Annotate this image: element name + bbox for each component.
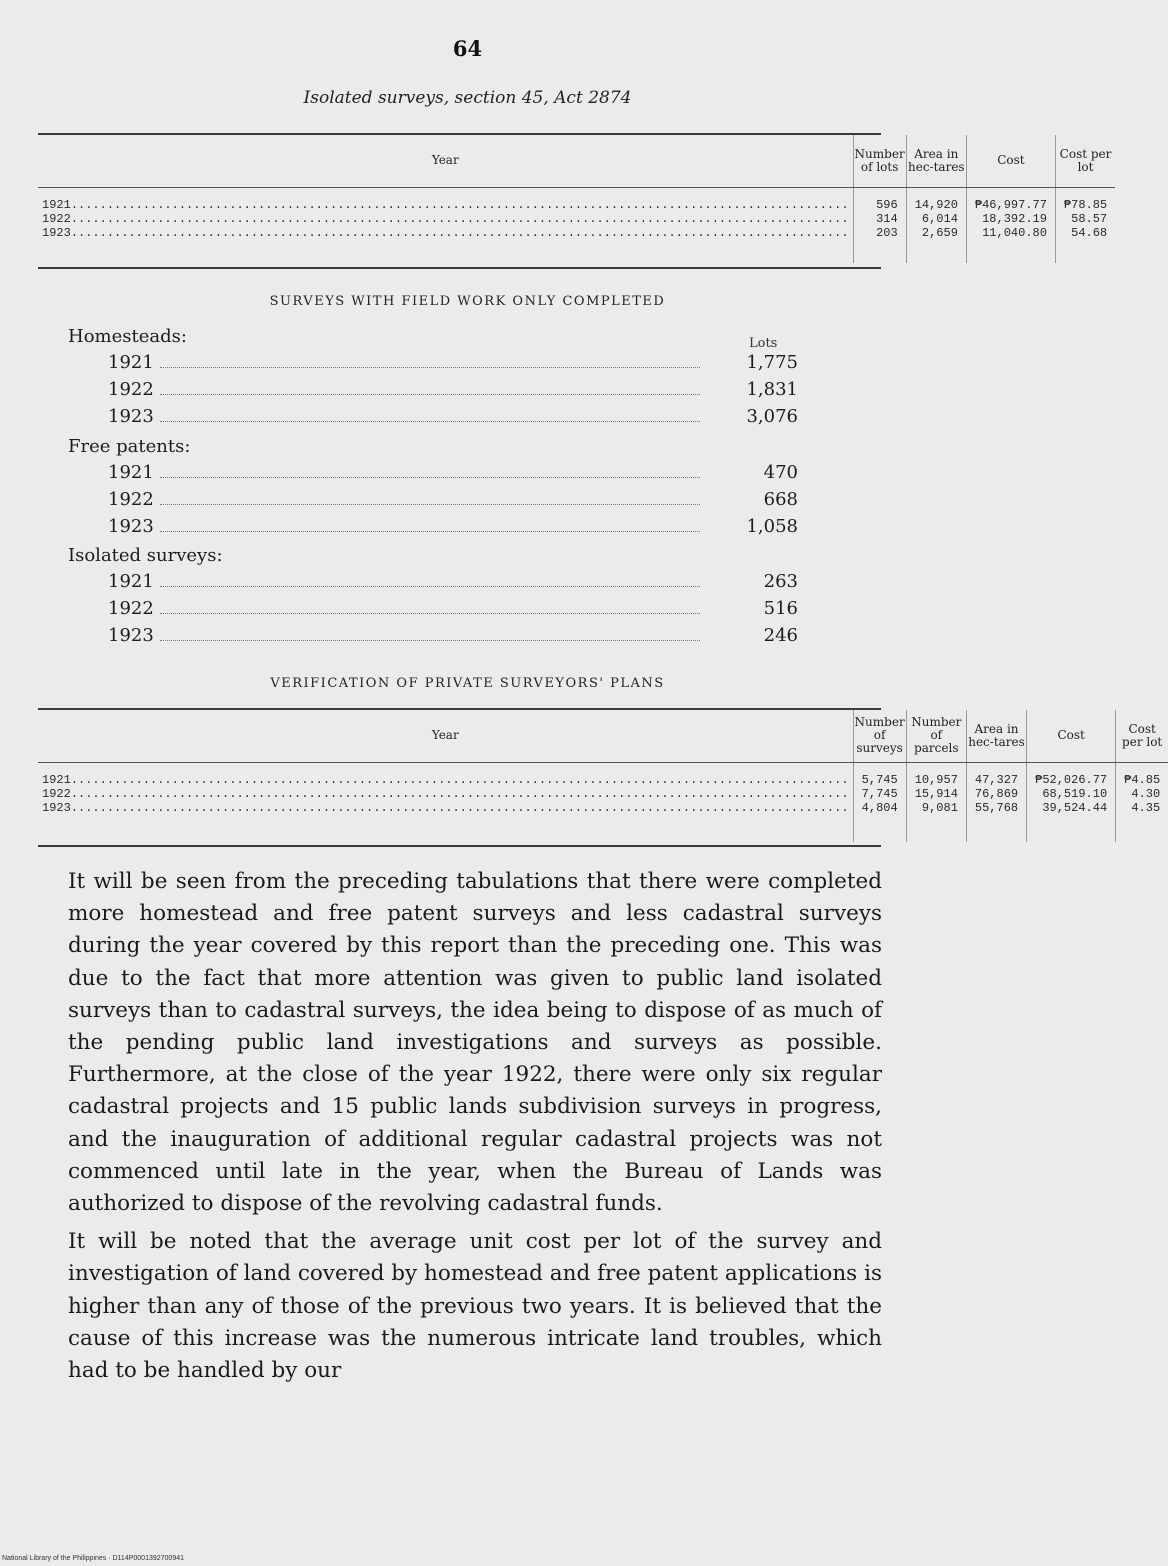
group-label-isolated-surveys: Isolated surveys: [68,545,223,566]
dot-leader [71,226,849,240]
cell-surveys: 7,745 [861,786,898,801]
verification-table-bottom-rule [38,845,881,847]
cell-area: 14,920 [914,197,958,212]
paragraph-1: It will be seen from the preceding tabulations that there were completed more homestead and free patent surveys and less cadastral surveys during the year covered by this report than the preceding one. This was due to the fact that more attention was given to public land isolated surveys than to cadastral surveys, the idea being to dispose of as much of the pending public land investigations and surveys as possible. Furthermore, at the close of the year 1922, there were only six regular cadastral projects and 15 public lands subdivision surveys in progress, and the inauguration of additional regular cadastral projects was not commenced until late in the year, when the Bureau of Lands was authorized to dispose of the revolving cadastral funds. [68,869,882,1217]
list-item: 1922 516 [108,598,798,619]
cell-area: 76,869 [974,786,1019,801]
cell-cost: 18,392.19 [982,211,1047,226]
dot-leader [160,601,700,614]
group-label-free-patents: Free patents: [68,436,191,457]
list-item: 1923 1,058 [108,516,798,537]
header-cost-per-lot: Cost per lot [1055,135,1115,187]
header-year: Year [38,710,853,762]
cell-parcels: 15,914 [914,786,958,801]
list-item: 1921 263 [108,571,798,592]
header-cost: Cost [1027,710,1116,762]
header-area: Area in hec-tares [906,135,966,187]
row-year: 1922 [42,211,71,226]
cell-cost-per-lot: ₱4.85 [1124,772,1161,787]
header-year: Year [38,135,853,187]
body-text [68,866,882,1387]
dot-leader [160,492,700,505]
header-cost-per-lot: Cost per lot [1116,710,1168,762]
header-number-of-lots: Number of lots [853,135,906,187]
dot-leader [160,409,700,422]
list-item: 1921 1,775 [108,352,798,373]
cell-cost-per-lot: 58.57 [1071,211,1108,226]
cell-area: 55,768 [974,800,1019,815]
cell-parcels: 10,957 [914,772,958,787]
dot-leader [160,355,700,368]
dot-leader [71,212,849,226]
dot-leader [71,198,849,212]
cell-cost: ₱46,997.77 [974,197,1047,212]
verification-heading: VERIFICATION OF PRIVATE SURVEYORS' PLANS [270,676,665,691]
row-year: 1923 [42,800,71,815]
cell-area: 47,327 [974,772,1019,787]
header-cost: Cost [966,135,1055,187]
row-year: 1921 [42,772,71,787]
cell-surveys: 5,745 [861,772,898,787]
list-item: 1922 1,831 [108,379,798,400]
dot-leader [71,787,849,801]
dot-leader [160,519,700,532]
cell-cost-per-lot: 4.35 [1131,800,1161,815]
page-number: 64 [452,36,483,61]
cell-cost: 11,040.80 [982,225,1047,240]
isolated-table-bottom-rule [38,267,881,269]
cell-parcels: 9,081 [921,800,958,815]
dot-leader [71,801,849,815]
cell-cost-per-lot: ₱78.85 [1063,197,1108,212]
cell-lots: 596 [876,197,898,212]
dot-leader [160,382,700,395]
cell-cost: 39,524.44 [1042,800,1108,815]
row-year: 1922 [42,786,71,801]
dot-leader [160,574,700,587]
group-label-homesteads: Homesteads: [68,326,187,347]
table-row [38,762,1168,842]
verification-table [38,710,1168,842]
list-item: 1923 246 [108,625,798,646]
row-year: 1923 [42,225,71,240]
cell-area: 6,014 [921,211,958,226]
cell-cost: 68,519.10 [1042,786,1108,801]
list-item: 1921 470 [108,462,798,483]
isolated-surveys-table [38,135,1115,263]
dot-leader [160,628,700,641]
paragraph-2: It will be noted that the average unit cost per lot of the survey and investigation of land covered by homestead and free patent applications is higher than any of those of the previous two years. It is believed that the cause of this increase was the numerous intricate land troubles, which had to be handled by our [68,1229,882,1384]
cell-cost: ₱52,026.77 [1035,772,1108,787]
library-footer-note: National Library of the Philippines · D114P0001392700941 [2,1555,184,1562]
header-number-of-parcels: Number of parcels [906,710,966,762]
lots-unit-label: Lots [749,336,778,351]
cell-cost-per-lot: 54.68 [1071,225,1108,240]
list-item: 1922 668 [108,489,798,510]
dot-leader [71,773,849,787]
list-item: 1923 3,076 [108,406,798,427]
isolated-table-title: Isolated surveys, section 45, Act 2874 [303,88,632,108]
cell-cost-per-lot: 4.30 [1131,786,1161,801]
header-area: Area in hec-tares [966,710,1026,762]
cell-lots: 203 [876,225,898,240]
cell-area: 2,659 [921,225,958,240]
dot-leader [160,465,700,478]
row-year: 1921 [42,197,71,212]
field-work-heading: SURVEYS WITH FIELD WORK ONLY COMPLETED [269,294,666,309]
cell-lots: 314 [876,211,898,226]
cell-surveys: 4,804 [861,800,898,815]
header-number-of-surveys: Number of surveys [853,710,906,762]
table-row [38,187,1115,263]
